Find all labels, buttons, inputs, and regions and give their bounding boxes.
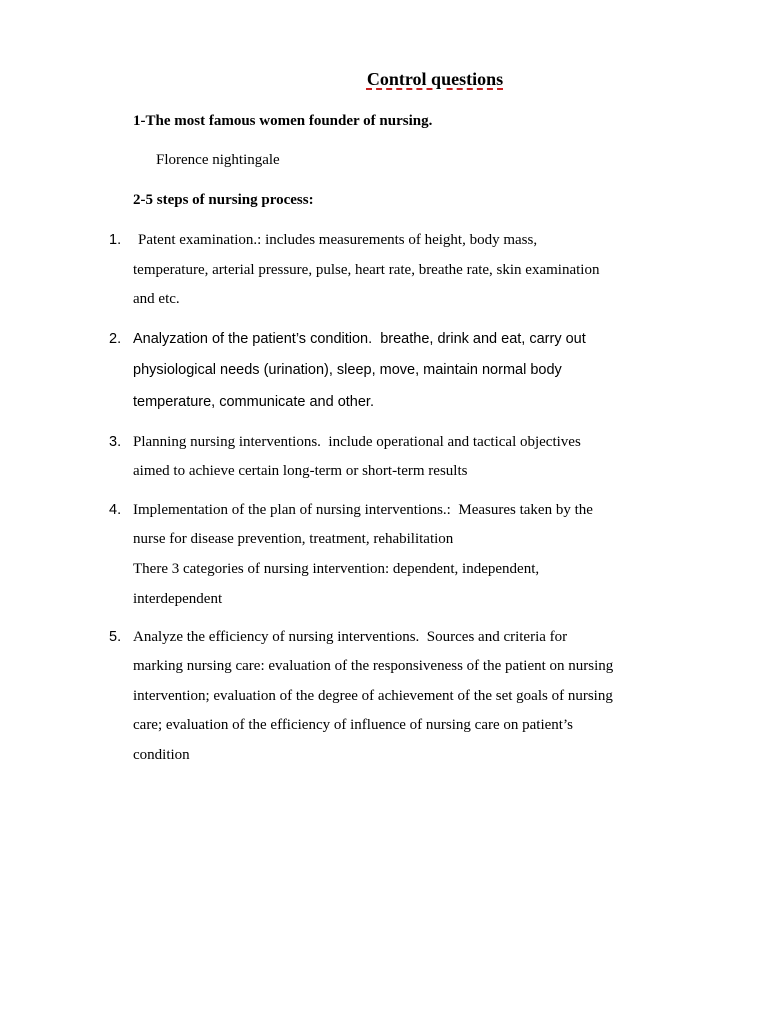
step-5-number: 5. — [109, 629, 122, 645]
step-3-line-2: aimed to achieve certain long-term or short-term results — [133, 463, 468, 479]
step-3-number: 3. — [109, 434, 122, 450]
step-1-number: 1. — [109, 232, 122, 248]
step-4-line-3: There 3 categories of nursing intervention: dependent, independent, — [133, 561, 540, 577]
step-5-line-2: marking nursing care: evaluation of the responsiveness of the patient on nursing — [133, 658, 614, 674]
step-5-line-5: condition — [133, 747, 190, 763]
page-title: Control questions — [366, 69, 504, 89]
step-4-first-line — [133, 502, 593, 519]
step-5-line-3: intervention; evaluation of the degree of achievement of the set goals of nursing — [133, 688, 613, 704]
step-2-line-3: temperature, communicate and other. — [133, 394, 374, 410]
step-1-first-line — [138, 232, 537, 249]
question-2-heading: 2-5 steps of nursing process: — [133, 192, 314, 208]
step-4-line-4: interdependent — [133, 591, 223, 607]
step-1-line-1: includes measurements of height, body mass, — [265, 232, 538, 248]
step-5-title: Analyze the efficiency of nursing interventions. — [133, 629, 420, 645]
step-4-line-2: nurse for disease prevention, treatment, rehabilitation — [133, 531, 454, 547]
step-3-first-line — [133, 434, 581, 451]
step-2-line-1: breathe, drink and eat, carry out — [380, 331, 586, 347]
step-2-line-2: physiological needs (urination), sleep, move, maintain normal body — [133, 362, 562, 378]
step-4-number: 4. — [109, 502, 122, 518]
step-2-first-line — [133, 331, 586, 347]
step-1-line-3: and etc. — [133, 291, 180, 307]
question-1-heading: 1-The most famous women founder of nursing. — [133, 113, 433, 129]
step-1-title: Patent examination.: — [138, 232, 262, 248]
step-4-line-1: Measures taken by the — [458, 502, 593, 518]
question-1-answer: Florence nightingale — [156, 152, 280, 168]
step-5-line-4: care; evaluation of the efficiency of influence of nursing care on patient’s — [133, 717, 573, 733]
step-2-title: Analyzation of the patient’s condition. — [133, 331, 373, 347]
step-2-number: 2. — [109, 331, 122, 347]
step-1-line-2: temperature, arterial pressure, pulse, heart rate, breathe rate, skin examination — [133, 262, 600, 278]
step-3-line-1: include operational and tactical objectives — [328, 434, 581, 450]
step-5-first-line — [133, 629, 567, 646]
step-5-line-1: Sources and criteria for — [426, 629, 568, 645]
step-3-title: Planning nursing interventions. — [133, 434, 321, 450]
step-4-title: Implementation of the plan of nursing interventions.: — [133, 502, 451, 518]
